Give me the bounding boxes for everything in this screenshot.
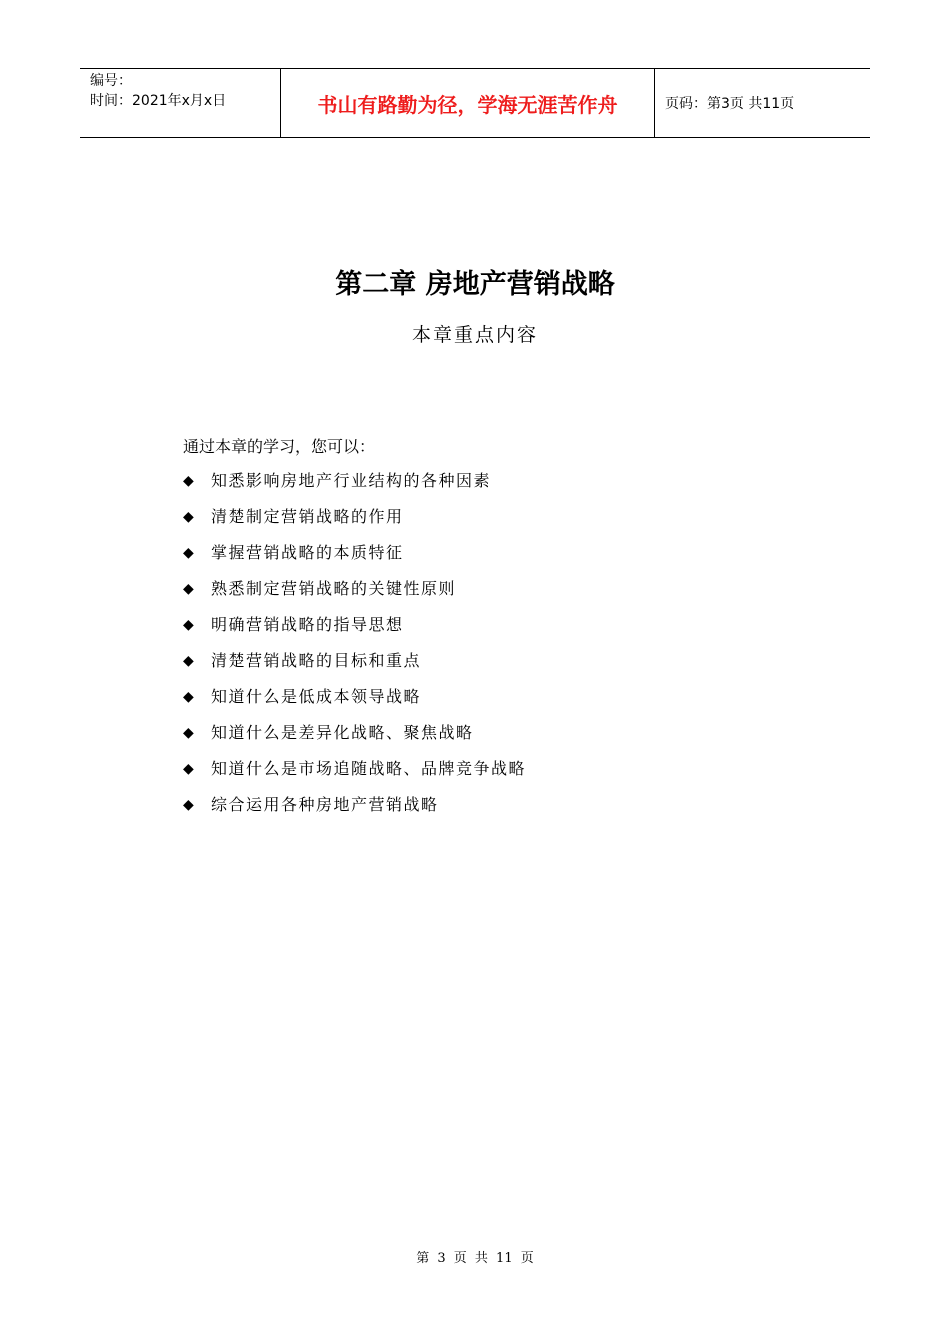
page-footer: 第 3 页 共 11 页 xyxy=(416,1251,534,1266)
diamond-bullet-icon: ◆ xyxy=(183,473,194,489)
diamond-bullet-icon: ◆ xyxy=(183,581,194,597)
list-item xyxy=(183,650,526,686)
list-item xyxy=(183,686,526,722)
objective-text: 知道什么是差异化战略、聚焦战略 xyxy=(211,723,474,742)
diamond-bullet-icon: ◆ xyxy=(183,653,194,669)
diamond-bullet-icon: ◆ xyxy=(183,545,194,561)
objective-text: 掌握营销战略的本质特征 xyxy=(211,543,404,562)
document-time-label: 时间：2021年x月x日 xyxy=(90,93,227,109)
header-page-cell xyxy=(655,69,870,137)
list-item xyxy=(183,542,526,578)
diamond-bullet-icon: ◆ xyxy=(183,689,194,705)
list-item xyxy=(183,470,526,506)
diamond-bullet-icon: ◆ xyxy=(183,725,194,741)
objective-text: 明确营销战略的指导思想 xyxy=(211,615,404,634)
header-motto-cell xyxy=(281,69,655,137)
list-item xyxy=(183,758,526,794)
page-code: 页码：第3页 共11页 xyxy=(665,96,795,112)
chapter-title: 第二章 房地产营销战略 xyxy=(335,269,615,300)
diamond-bullet-icon: ◆ xyxy=(183,761,194,777)
objective-text: 知悉影响房地产行业结构的各种因素 xyxy=(211,471,492,490)
list-item xyxy=(183,506,526,542)
header-info-cell xyxy=(80,69,281,137)
chapter-subtitle: 本章重点内容 xyxy=(411,324,538,346)
diamond-bullet-icon: ◆ xyxy=(183,797,194,813)
motto-text: 书山有路勤为径，学海无涯苦作舟 xyxy=(317,92,618,117)
document-number-label: 编号： xyxy=(90,73,132,89)
header-table xyxy=(80,68,870,138)
objective-text: 综合运用各种房地产营销战略 xyxy=(211,795,439,814)
objective-text: 知道什么是低成本领导战略 xyxy=(211,687,422,706)
intro-text: 通过本章的学习，您可以： xyxy=(183,437,376,456)
objective-text: 熟悉制定营销战略的关键性原则 xyxy=(211,579,457,598)
objective-text: 清楚营销战略的目标和重点 xyxy=(211,651,422,670)
list-item xyxy=(183,722,526,758)
objective-text: 知道什么是市场追随战略、品牌竞争战略 xyxy=(211,759,527,778)
list-item xyxy=(183,578,526,614)
objective-text: 清楚制定营销战略的作用 xyxy=(211,507,404,526)
diamond-bullet-icon: ◆ xyxy=(183,509,194,525)
objectives-list xyxy=(183,470,526,830)
list-item xyxy=(183,614,526,650)
list-item xyxy=(183,794,526,830)
diamond-bullet-icon: ◆ xyxy=(183,617,194,633)
